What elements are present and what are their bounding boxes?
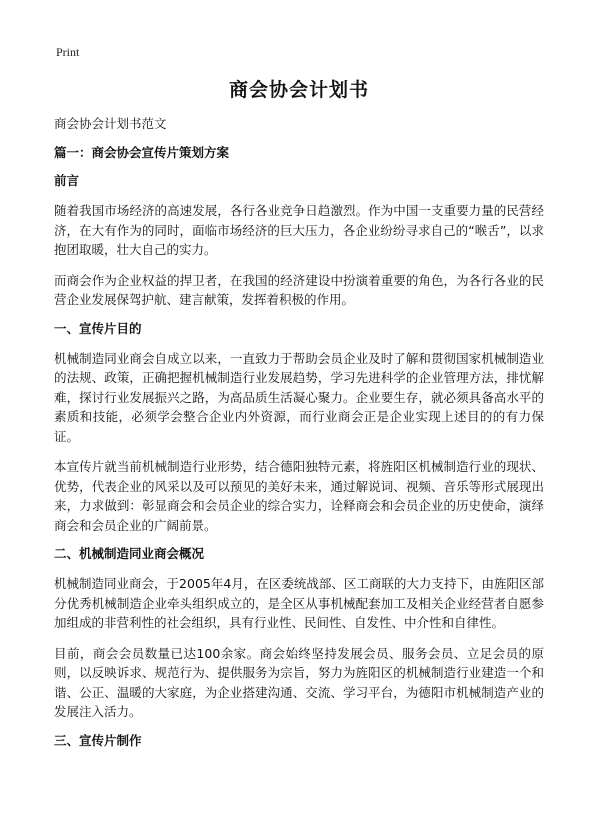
chapter-heading: 篇一：商会协会宣传片策划方案 — [54, 145, 230, 160]
section2-paragraph-1: 机械制造同业商会，于2005年4月，在区委统战部、区工商联的大力支持下，由旌阳区部分优秀机械制造企业牵头组织成立的，是全区从事机械配套加工及相关企业经营者自愿参加组成的非营利性的社会组织，具有行业性、民间性、自发性、中介性和自律性。 — [54, 576, 544, 630]
document-subtitle: 商会协会计划书范文 — [54, 116, 167, 131]
section2-paragraph-2: 目前，商会会员数量已达100余家。商会始终坚持发展会员、服务会员、立足会员的原则，以反映诉求、规范行为、提供服务为宗旨，努力为旌阳区的机械制造行业建造一个和谐、公正、温暖的大家庭，为企业搭建沟通、交流、学习平台，为德阳市机械制造产业的发展注入活力。 — [54, 645, 544, 719]
document-title: 商会协会计划书 — [228, 79, 369, 101]
section1-heading: 一、宣传片目的 — [54, 320, 142, 336]
section1-paragraph-2: 本宣传片就当前机械制造行业形势，结合德阳独特元素，将旌阳区机械制造行业的现状、优势，代表企业的风采以及可以预见的美好未来，通过解说词、视频、音乐等形式展现出来，力求做到：彰显商会和会员企业的综合实力，诠释商会和会员企业的历史使命，演绎商会和会员企业的广阔前景。 — [54, 459, 544, 533]
preface-heading: 前言 — [54, 173, 80, 188]
preface-paragraph-1: 随着我国市场经济的高速发展，各行各业竞争日趋激烈。作为中国一支重要力量的民营经济，在大有作为的同时，面临市场经济的巨大压力，各企业纷纷寻求自己的“喉舌”，以求抱团取暖，壮大自己的实力。 — [54, 203, 544, 257]
section3-heading: 三、宣传片制作 — [54, 732, 142, 748]
section1-paragraph-1: 机械制造同业商会自成立以来，一直致力于帮助会员企业及时了解和贯彻国家机械制造业的法规、政策，正确把握机械制造行业发展趋势，学习先进科学的企业管理方法，排忧解难，探讨行业发展振兴之路，为高品质生活凝心聚力。企业要生存，就必须具备高水平的素质和技能，必须学会整合企业内外资源，而行业商会正是企业实现上述目的的有力保证。 — [54, 350, 544, 444]
print-link[interactable]: Print — [56, 45, 80, 59]
preface-paragraph-2: 而商会作为企业权益的捍卫者，在我国的经济建设中扮演着重要的角色，为各行各业的民营企业发展保驾护航、建言献策，发挥着积极的作用。 — [54, 272, 544, 307]
section2-heading: 二、机械制造同业商会概况 — [54, 546, 205, 561]
